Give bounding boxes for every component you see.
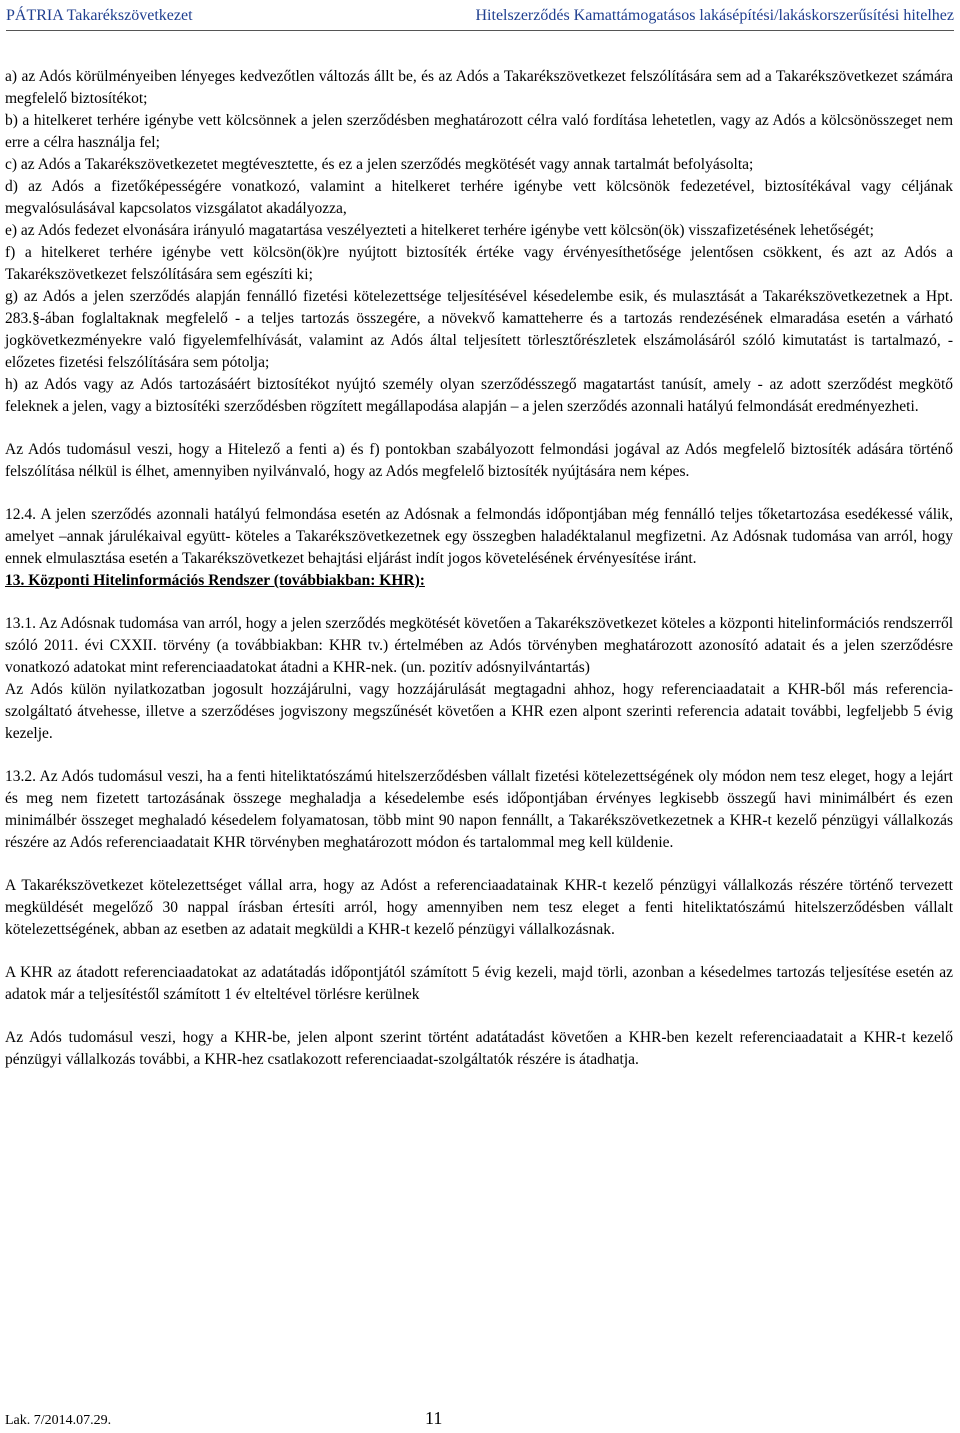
spacer [5,1006,953,1027]
spacer [5,854,953,875]
spacer [5,745,953,766]
paragraph-12-4: 12.4. A jelen szerződés azonnali hatályú felmondása esetén az Adósnak a felmondás időpontjában még fennálló teljes tőketartozása esedékessé válik, amelyet –annak járulékaival együtt- köteles a Takarékszövetkezetnek egy összegben haladéktalanul megfizetni. Az Adósnak tudomása van arról, hogy ennek elmulasztása esetén a Takarékszövetkezet behajtási eljárást indít jogos követelésének érvényesítése iránt. [5,506,953,567]
clause-c: c) az Adós a Takarékszövetkezetet megtévesztette, és ez a jelen szerződés megkötését vagy annak tartalmát befolyásolta; [5,156,754,173]
clause-e: e) az Adós fedezet elvonására irányuló magatartása veszélyezteti a hitelkeret terhére igénybe vett kölcsön(ök) visszafizetésének lehetőségét; [5,222,874,239]
page-header [6,6,954,28]
footer-document-reference: Lak. 7/2014.07.29. [5,1413,112,1428]
paragraph-13-1: 13.1. Az Adósnak tudomása van arról, hogy a jelen szerződés megkötését követően a Takarékszövetkezet köteles a központi hitelinformációs rendszerről szóló 2011. évi CXXII. törvény (a továbbiakban: KHR tv.) értelmében az Adós törvényben meghatározott azonosító adatait és a jelen szerződésre vonatkozó adatokat mint referenciaadatokat átadni a KHR-nek. (un. pozitív adósnyilvántartás) [5,615,953,676]
spacer [5,418,953,439]
paragraph-khr-consent: Az Adós külön nyilatkozatban jogosult hozzájárulni, vagy hozzájárulását megtagadni ahhoz, hogy referenciaadatait a KHR-ből más referencia-szolgáltató átvehesse, illetve a szerződéses jogviszony megszűnését követően a KHR ezen alpont szerinti referencia adatait további, legfeljebb 5 évig kezelje. [5,681,953,742]
spacer [5,483,953,504]
page-number: 11 [425,1408,443,1428]
section-13-title: 13. Központi Hitelinformációs Rendszer (továbbiakban: KHR): [5,572,425,589]
header-divider [6,30,954,31]
spacer [5,941,953,962]
clause-f: f) a hitelkeret terhére igénybe vett kölcsön(ök)re nyújtott biztosíték értéke vagy érvényesíthetősége jelentősen csökkent, és azt az Adós a Takarékszövetkezet felszólítására sem egészíti ki; [5,244,953,283]
paragraph-retention: A KHR az átadott referenciaadatokat az adatátadás időpontjától számított 5 évig kezeli, majd törli, azonban a késedelmes tartozás teljesítése esetén az adatok már a teljesítéstől számított 1 év elteltével törlésre kerülnek [5,964,953,1003]
header-institution: PÁTRIA Takarékszövetkezet [6,7,193,24]
clause-d: d) az Adós a fizetőképességére vonatkozó, valamint a hitelkeret terhére igénybe vett kölcsönök fedezetével, biztosítékával vagy céljának megvalósulásával kapcsolatos vizsgálatot akadályozza, [5,178,953,217]
paragraph-security-notice: Az Adós tudomásul veszi, hogy a Hitelező a fenti a) és f) pontokban szabályozott felmondási jogával az Adós megfelelő biztosíték adására történő felszólítása nélkül is élhet, amennyiben nyilvánvaló, hogy az Adós megfelelő biztosíték nyújtására nem képes. [5,441,953,480]
spacer [5,592,953,613]
paragraph-notification: A Takarékszövetkezet kötelezettséget vállal arra, hogy az Adóst a referenciaadatainak KHR-t kezelő pénzügyi vállalkozás részére történő tervezett megküldését megelőző 30 nappal írásban értesíti arról, hogy amennyiben nem tesz eleget a fenti hiteliktatószámú hitelszerződésben vállalt kötelezettségének, abban az esetben az adatait megküldi a KHR-t kezelő pénzügyi vállalkozásnak. [5,877,953,938]
clause-g: g) az Adós a jelen szerződés alapján fennálló fizetési kötelezettsége teljesítésével késedelembe esik, és mulasztását a Takarékszövetkezetnek a Hpt. 283.§-ában foglaltaknak megfelelő - a teljes tartozás összegére, a növekvő kamatteherre és a tartozás rendezésének elmaradása esetén a várható jogkövetkezményekre való figyelemfelhívását, valamint az Adós által teljesített törlesztőrészletek elszámolásáról szóló kimutatást is tartalmazó, - előzetes fizetési felszólítására sem pótolja; [5,288,953,371]
paragraph-13-2: 13.2. Az Adós tudomásul veszi, ha a fenti hiteliktatószámú hitelszerződésben vállalt fizetési kötelezettségének oly módon nem tesz eleget, hogy a lejárt és meg nem fizetett tartozásának összege meghaladja a késedelembe esés időpontjában érvényes legkisebb összegű havi minimálbért és ezen minimálbér összeget meghaladó késedelem folyamatosan, több mint 90 napon fennállt, a Takarékszövetkezetnek a KHR-t kezelő pénzügyi vállalkozás részére az Adós referenciaadatait KHR törvényben meghatározott módon és tartalommal meg kell küldenie. [5,768,953,851]
clause-h: h) az Adós vagy az Adós tartozásáért biztosítékot nyújtó személy olyan szerződésszegő magatartást tanúsít, amely - az adott szerződést megkötő feleknek a jelen, vagy a biztosítéki szerződésben rögzített megállapodása alapján – a jelen szerződés azonnali hatályú felmondását eredményezheti. [5,376,953,415]
paragraph-transfer: Az Adós tudomásul veszi, hogy a KHR-be, jelen alpont szerint történt adatátadást követően a KHR-ben kezelt referenciaadatait a KHR-t kezelő pénzügyi vállalkozás további, a KHR-hez csatlakozott referenciaadat-szolgáltatók részére is átadhatja. [5,1029,953,1068]
header-document-title: Hitelszerződés Kamattámogatásos lakásépítési/lakáskorszerűsítési hitelhez [475,7,954,24]
clause-b: b) a hitelkeret terhére igénybe vett kölcsönnek a jelen szerződésben meghatározott célra való fordítása lehetetlen, vagy az Adós a kölcsönösszeget nem erre a célra használja fel; [5,112,953,151]
document-body [5,66,953,1071]
clause-a: a) az Adós körülményeiben lényeges kedvezőtlen változás állt be, és az Adós a Takarékszövetkezet felszólítására sem ad a Takarékszövetkezet számára megfelelő biztosítékot; [5,68,953,107]
